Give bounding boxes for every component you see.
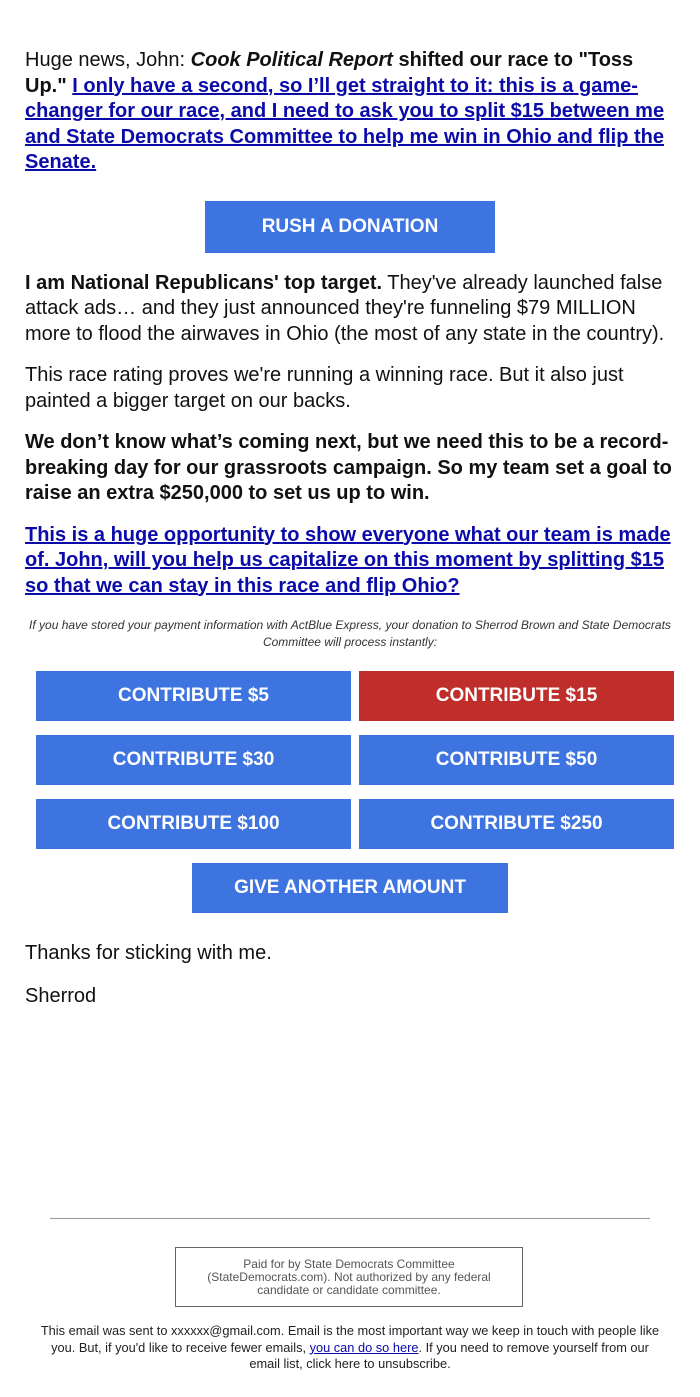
intro-paragraph xyxy=(25,48,675,176)
actblue-note: If you have stored your payment information with ActBlue Express, your donation to Sherrod Brown and State Democrats Committee will process instantly: xyxy=(29,618,671,649)
publication-name: Cook Political Report xyxy=(190,49,393,71)
contribute-250-button[interactable]: CONTRIBUTE $250 xyxy=(359,799,674,849)
intro-shifted: shifted our race to "Toss Up." xyxy=(25,49,634,97)
target-bold: I am National Republicans' top target. xyxy=(25,271,383,294)
race-rating-paragraph: This race rating proves we're running a winning race. But it also just painted a bigger target on our backs. xyxy=(25,364,624,412)
footer-divider xyxy=(50,1218,650,1219)
target-paragraph xyxy=(25,271,675,348)
footer-email: xxxxxx@gmail.com xyxy=(171,1323,281,1338)
intro-lead: Huge news, John: xyxy=(25,49,191,71)
footer-sent-to: This email was sent to xyxy=(40,1323,172,1338)
intro-donate-link[interactable]: I only have a second, so I’ll get straight to it: this is a game-changer for our race, and I need to ask you to split $15 between me and State Democrats Committee to help me win in Ohio and flip the Senate. xyxy=(25,74,665,173)
closing-line: Thanks for sticking with me. xyxy=(25,942,272,964)
opportunity-paragraph xyxy=(25,523,675,600)
paid-for-box: Paid for by State Democrats Committee (StateDemocrats.com). Not authorized by any federal candidate or candidate committee. xyxy=(175,1247,523,1307)
contribute-100-button[interactable]: CONTRIBUTE $100 xyxy=(36,799,351,849)
contribute-15-button[interactable]: CONTRIBUTE $15 xyxy=(359,671,674,721)
opportunity-link[interactable]: This is a huge opportunity to show everyone what our team is made of. John, will you help us capitalize on this moment by splitting $15 so that we can stay in this race and flip Ohio? xyxy=(25,523,671,597)
footer-middle: . Email is the most important way we keep in touch with people like you. But, if you'd like to receive fewer emails, xyxy=(51,1323,660,1355)
contribute-5-button[interactable]: CONTRIBUTE $5 xyxy=(36,671,351,721)
rush-donation-button[interactable]: RUSH A DONATION xyxy=(205,201,495,253)
footer-unsubscribe-text[interactable]: . If you need to remove yourself from our email list, click here to unsubscribe. xyxy=(249,1339,649,1371)
give-another-amount-button[interactable]: GIVE ANOTHER AMOUNT xyxy=(192,863,508,913)
target-rest: They've already launched false attack ads… and they just announced they're funneling $79 MILLION more to flood the airwaves in Ohio (the most of any state in the country). xyxy=(25,271,665,345)
contribute-30-button[interactable]: CONTRIBUTE $30 xyxy=(36,735,351,785)
goal-paragraph xyxy=(25,430,675,507)
contribute-50-button[interactable]: CONTRIBUTE $50 xyxy=(359,735,674,785)
email-footer xyxy=(40,1323,660,1373)
sign-off xyxy=(25,941,675,1009)
goal-text: We don’t know what’s coming next, but we need this to be a record-breaking day for our grassroots campaign. So my team set a goal to raise an extra $250,000 to set us up to win. xyxy=(25,431,672,504)
signature: Sherrod xyxy=(25,984,97,1007)
contribution-grid xyxy=(36,671,675,849)
fewer-emails-link[interactable]: you can do so here xyxy=(309,1339,419,1355)
